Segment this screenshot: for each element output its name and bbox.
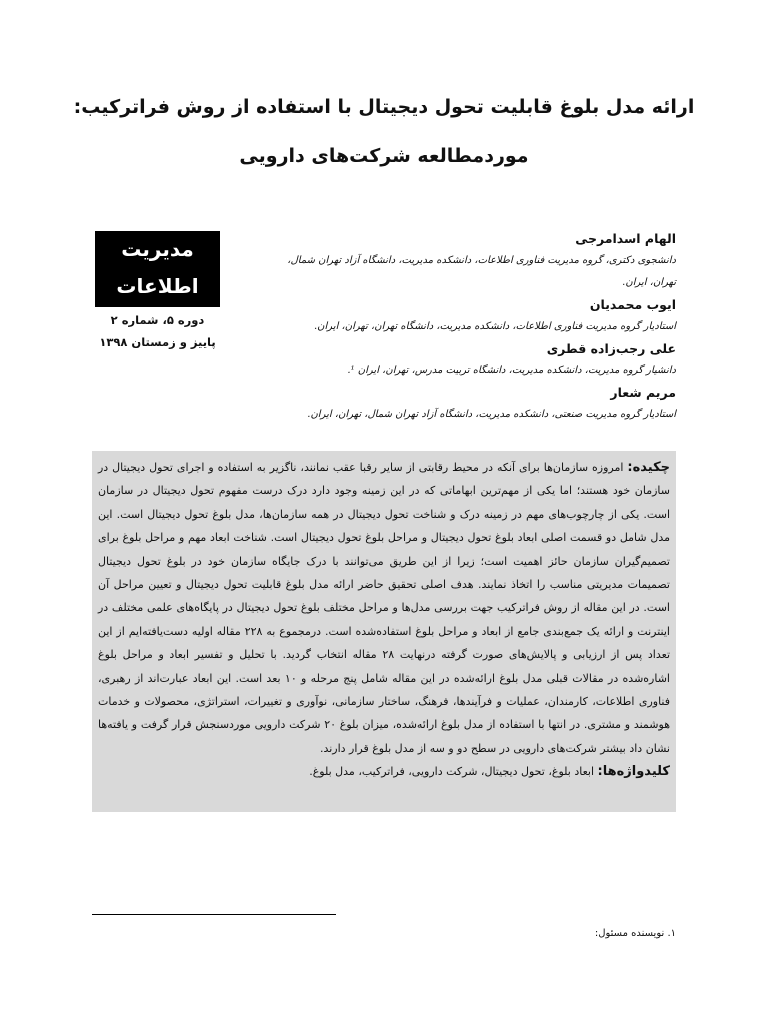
journal-issue: دوره ۵، شماره ۲ [110, 313, 205, 327]
journal-name-line-2: اطلاعات [116, 274, 199, 298]
author-affiliation: دانشجوی دکتری، گروه مدیریت فناوری اطلاعات، دانشکده مدیریت، دانشگاه آزاد تهران شمال، [287, 255, 676, 266]
author-name: ایوب محمدیان [589, 297, 676, 312]
keywords-label: کلیدواژه‌ها: [597, 764, 670, 780]
author-name: علی رجب‌زاده قطری [546, 341, 676, 356]
author-name: مریم شعار [610, 385, 676, 400]
journal-name-line-1: مدیریت [121, 237, 194, 261]
footnote: ۱. نویسنده مسئول: [594, 928, 676, 939]
keywords-text: ابعاد بلوغ، تحول دیجیتال، شرکت دارویی، فراترکیب، مدل بلوغ. [309, 765, 595, 779]
footnote-divider [92, 914, 336, 915]
journal-season: پاییز و زمستان ۱۳۹۸ [99, 335, 216, 349]
author-affiliation: تهران، ایران. [622, 277, 676, 288]
author-affiliation: دانشیار گروه مدیریت، دانشکده مدیریت، دانشگاه تربیت مدرس، تهران، ایران ¹. [347, 365, 676, 376]
abstract-label: چکیده: [627, 460, 670, 475]
journal-logo [95, 231, 220, 307]
author-name: الهام اسدامرجی [575, 231, 676, 246]
abstract-text: امروزه سازمان‌ها برای آنکه در محیط رقابتی از سایر رقبا عقب نمانند، ناگزیر به استفاده و اجرای تحول دیجیتال در سازمان خود هستند؛ اما یکی از مهم‌ترین ابهاماتی که در این زمینه وجود دارد درک درست مفهوم تحول دیجیتال در سازمان است. یکی از چارچوب‌های مهم در زمینه درک و شناخت تحول دیجیتال در همه سازمان‌ها، مدل بلوغ تحول دیجیتال است. این مدل شامل دو قسمت اصلی ابعاد بلوغ تحول دیجیتال و مراحل بلوغ تحول دیجیتال است. شناخت ابعاد مهم و مراحل بلوغ برای تصمیم‌گیران سازمان حائز اهمیت است؛ زیرا از این طریق می‌توانند با درک جایگاه سازمان خود در بلوغ تحول دیجیتال تصمیمات مدیریتی مناسب را اتخاذ نمایند. هدف اصلی تحقیق حاضر ارائه مدل بلوغ قابلیت تحول دیجیتال و تعیین مراحل آن است. در این مقاله از روش فراترکیب جهت بررسی مدل‌ها و مراحل مختلف بلوغ تحول دیجیتال در پایگاه‌های علمی مختلف در اینترنت و ارائه یک جمع‌بندی جامع از ابعاد و مراحل بلوغ استفاده‌شده است. درمجموع به ۲۲۸ مقاله اولیه دست‌یافته‌ایم از این تعداد پس از ارزیابی و پالایش‌های صورت گرفته درنهایت ۲۸ مقاله انتخاب گردید. با تحلیل و تفسیر ابعاد و مراحل بلوغ اشاره‌شده در مقالات قبلی مدل بلوغ ارائه‌شده در این مقاله شامل پنج مرحله و ۱۰ بعد است. این ابعاد عبارت‌اند از رهبری، فناوری اطلاعات، کارمندان، عملیات و فرآیندها، فرهنگ، ساختار سازمانی، نوآوری و تغییرات، استراتژی، محصولات و خدمات هوشمند و مشتری. در انتها با استفاده از مدل بلوغ ارائه‌شده، میزان بلوغ ۲۰ شرکت دارویی موردسنجش قرار گرفت و یافته‌ها نشان داد بیشتر شرکت‌های دارویی در سطح دو و سه از مدل بلوغ قرار دارند. [98, 461, 671, 755]
paper-title-line-1: ارائه مدل بلوغ قابلیت تحول دیجیتال با استفاده از روش فراترکیب: [73, 96, 695, 118]
paper-title-line-2: موردمطالعه شرکت‌های دارویی [239, 145, 529, 167]
abstract-box [92, 451, 676, 812]
author-list [236, 228, 676, 426]
author-affiliation: استادیار گروه مدیریت صنعتی، دانشکده مدیریت، دانشگاه آزاد تهران شمال، تهران، ایران. [307, 409, 676, 420]
author-affiliation: استادیار گروه مدیریت فناوری اطلاعات، دانشکده مدیریت، دانشگاه تهران، تهران، ایران. [314, 321, 676, 332]
